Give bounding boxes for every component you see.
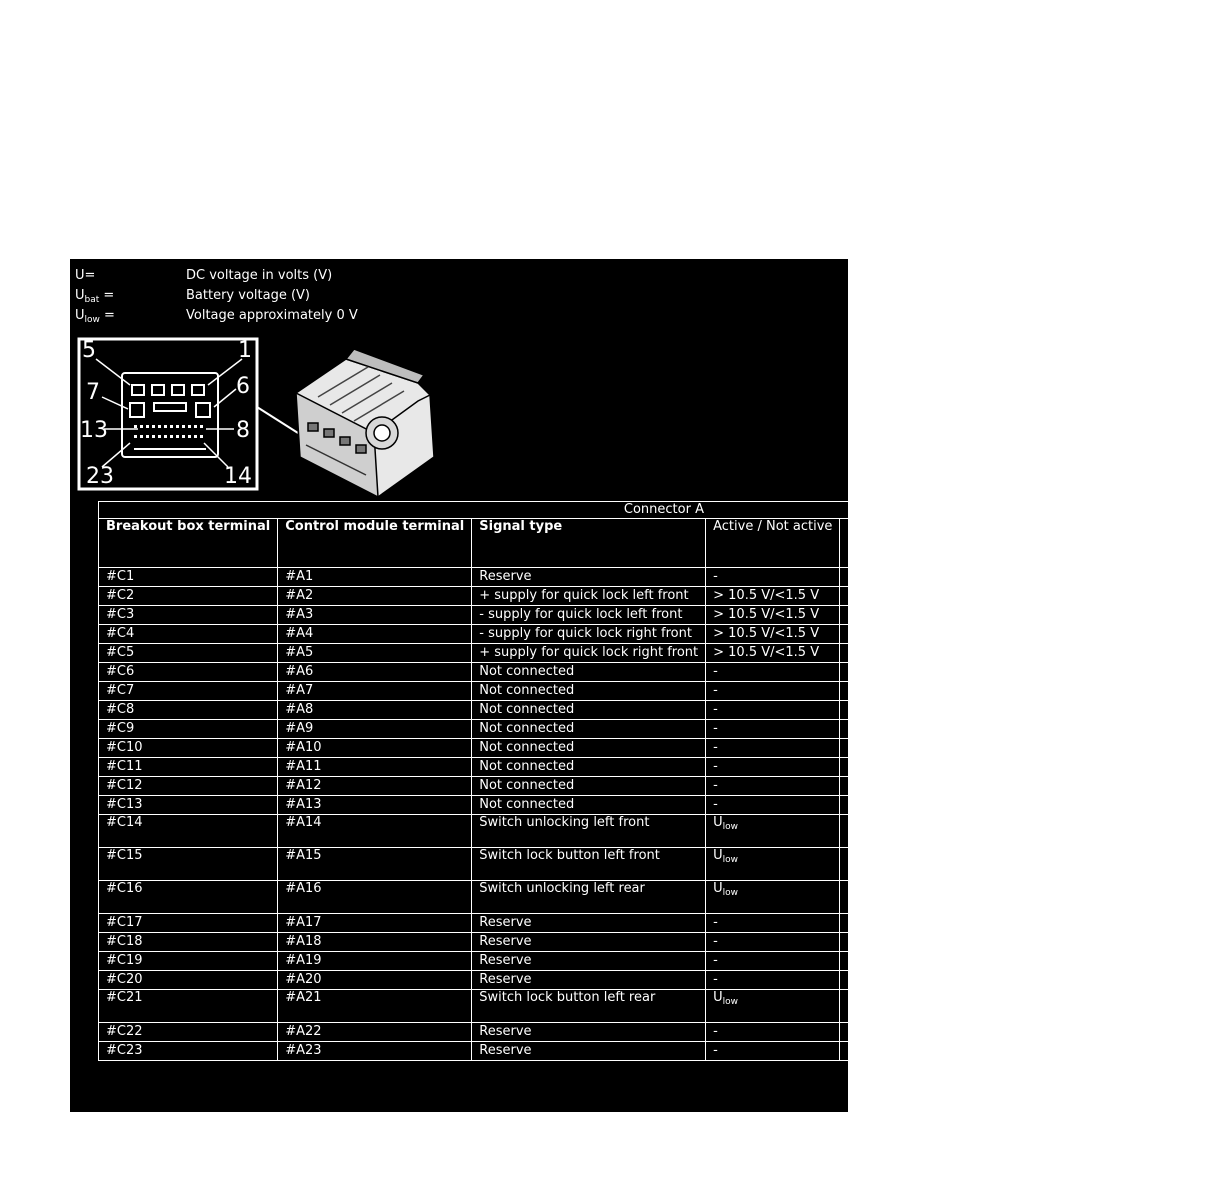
cell-breakout-terminal: #C5	[99, 644, 278, 663]
cell-module-terminal: #A16	[278, 881, 472, 914]
column-header-signal: Signal type	[472, 519, 706, 568]
cell-breakout-terminal: #C15	[99, 848, 278, 881]
cell-breakout-terminal: #C23	[99, 1042, 278, 1061]
cell-breakout-terminal: #C19	[99, 952, 278, 971]
table-row	[99, 777, 1230, 796]
cell-active: -	[706, 952, 840, 971]
cell-active: > 10.5 V/<1.5 V	[706, 644, 840, 663]
cell-other	[840, 933, 1229, 952]
cell-signal-type: Not connected	[472, 701, 706, 720]
definition-term: $U_{bat}$ =	[75, 288, 115, 305]
cell-active: -	[706, 1042, 840, 1061]
cell-active: $U_{low}$	[706, 990, 840, 1023]
cell-breakout-terminal: #C3	[99, 606, 278, 625]
cell-other: Open-circuit, Ground terminal at activation	[840, 815, 1229, 848]
cell-active: $U_{low}$	[706, 881, 840, 914]
cell-breakout-terminal: #C7	[99, 682, 278, 701]
cell-active: -	[706, 1023, 840, 1042]
cell-other	[840, 644, 1229, 663]
table-row	[99, 848, 1230, 881]
connector-3d-view	[296, 349, 434, 497]
cell-module-terminal: #A9	[278, 720, 472, 739]
cell-active: -	[706, 971, 840, 990]
cell-breakout-terminal: #C22	[99, 1023, 278, 1042]
cell-active: -	[706, 663, 840, 682]
cell-other	[840, 682, 1229, 701]
definition-term: $U_{low}$ =	[75, 308, 115, 325]
column-header-other: Other	[840, 519, 1229, 568]
pin-label-8: 8	[236, 418, 250, 443]
cell-other	[840, 701, 1229, 720]
document-panel	[70, 259, 1222, 1112]
pin-label-5: 5	[82, 338, 96, 363]
cell-module-terminal: #A6	[278, 663, 472, 682]
cell-signal-type: Switch lock button left rear	[472, 990, 706, 1023]
cell-breakout-terminal: #C1	[99, 568, 278, 587]
cell-active: -	[706, 568, 840, 587]
table-row	[99, 720, 1230, 739]
cell-active: -	[706, 701, 840, 720]
connector-diagram	[78, 337, 438, 491]
cell-signal-type: Not connected	[472, 739, 706, 758]
cell-breakout-terminal: #C10	[99, 739, 278, 758]
cell-signal-type: Reserve	[472, 568, 706, 587]
cell-active: -	[706, 739, 840, 758]
cell-active: > 10.5 V/<1.5 V	[706, 625, 840, 644]
cell-module-terminal: #A5	[278, 644, 472, 663]
cell-signal-type: + supply for quick lock right front	[472, 644, 706, 663]
cell-signal-type: Reserve	[472, 1023, 706, 1042]
cell-active: -	[706, 933, 840, 952]
table-row	[99, 815, 1230, 848]
cell-signal-type: Not connected	[472, 796, 706, 815]
cell-module-terminal: #A14	[278, 815, 472, 848]
cell-other	[840, 971, 1229, 990]
cell-active: > 10.5 V/<1.5 V	[706, 606, 840, 625]
cell-active: -	[706, 914, 840, 933]
cell-other	[840, 739, 1229, 758]
column-header-active: Active / Not active	[706, 519, 840, 568]
definition-meaning: Voltage approximately 0 V	[186, 308, 358, 323]
cell-breakout-terminal: #C9	[99, 720, 278, 739]
cell-signal-type: Not connected	[472, 758, 706, 777]
table-row	[99, 796, 1230, 815]
table-row	[99, 587, 1230, 606]
definition-meaning: DC voltage in volts (V)	[186, 268, 333, 283]
cell-signal-type: Not connected	[472, 777, 706, 796]
cell-signal-type: Switch unlocking left front	[472, 815, 706, 848]
table-row	[99, 990, 1230, 1023]
cell-module-terminal: #A3	[278, 606, 472, 625]
cell-other	[840, 1042, 1229, 1061]
pin-label-14: 14	[224, 464, 252, 489]
cell-other	[840, 606, 1229, 625]
cell-signal-type: Not connected	[472, 720, 706, 739]
cell-breakout-terminal: #C11	[99, 758, 278, 777]
cell-signal-type: Reserve	[472, 933, 706, 952]
table-row	[99, 1042, 1230, 1061]
cell-module-terminal: #A12	[278, 777, 472, 796]
cell-module-terminal: #A2	[278, 587, 472, 606]
cell-active: -	[706, 796, 840, 815]
cell-other: Open-circuit, Ground terminal at activation. Not C30/C70	[840, 881, 1229, 914]
cell-signal-type: Reserve	[472, 1042, 706, 1061]
cell-other	[840, 720, 1229, 739]
cell-other	[840, 796, 1229, 815]
cell-active: $U_{low}$	[706, 815, 840, 848]
cell-signal-type: Reserve	[472, 914, 706, 933]
table-row	[99, 952, 1230, 971]
cell-signal-type: Reserve	[472, 971, 706, 990]
cell-breakout-terminal: #C4	[99, 625, 278, 644]
cell-module-terminal: #A20	[278, 971, 472, 990]
column-header-module: Control module terminal	[278, 519, 472, 568]
table-row	[99, 606, 1230, 625]
table-caption: Connector A	[99, 502, 1230, 519]
cell-module-terminal: #A22	[278, 1023, 472, 1042]
cell-module-terminal: #A11	[278, 758, 472, 777]
table-row	[99, 644, 1230, 663]
cell-breakout-terminal: #C13	[99, 796, 278, 815]
cell-other	[840, 568, 1229, 587]
cell-breakout-terminal: #C6	[99, 663, 278, 682]
pin-label-6: 6	[236, 374, 250, 399]
cell-breakout-terminal: #C12	[99, 777, 278, 796]
table-row	[99, 682, 1230, 701]
cell-other	[840, 587, 1229, 606]
table-row	[99, 1023, 1230, 1042]
definition-meaning: Battery voltage (V)	[186, 288, 310, 303]
table-row	[99, 625, 1230, 644]
cell-module-terminal: #A10	[278, 739, 472, 758]
cell-module-terminal: #A23	[278, 1042, 472, 1061]
column-header-breakout: Breakout box terminal	[99, 519, 278, 568]
cell-module-terminal: #A1	[278, 568, 472, 587]
cell-other	[840, 952, 1229, 971]
table-row	[99, 971, 1230, 990]
cell-breakout-terminal: #C14	[99, 815, 278, 848]
cell-other: Open-circuit, Ground terminal at activation	[840, 848, 1229, 881]
pin-label-1: 1	[238, 338, 252, 363]
cell-breakout-terminal: #C2	[99, 587, 278, 606]
cell-active: -	[706, 758, 840, 777]
cell-signal-type: Switch lock button left front	[472, 848, 706, 881]
cell-signal-type: + supply for quick lock left front	[472, 587, 706, 606]
cell-active: -	[706, 777, 840, 796]
cell-other	[840, 1023, 1229, 1042]
definition-term: U=	[75, 268, 96, 283]
table-row	[99, 933, 1230, 952]
cell-signal-type: - supply for quick lock left front	[472, 606, 706, 625]
table-row	[99, 568, 1230, 587]
cell-breakout-terminal: #C20	[99, 971, 278, 990]
table-row	[99, 881, 1230, 914]
pin-label-13: 13	[80, 418, 108, 443]
cell-other: Open-circuit, Ground terminal at activation. Not C30/C70.	[840, 990, 1229, 1023]
pin-label-23: 23	[86, 464, 114, 489]
cell-breakout-terminal: #C18	[99, 933, 278, 952]
cell-other	[840, 663, 1229, 682]
cell-other	[840, 777, 1229, 796]
cell-module-terminal: #A13	[278, 796, 472, 815]
cell-module-terminal: #A15	[278, 848, 472, 881]
cell-module-terminal: #A8	[278, 701, 472, 720]
cell-other	[840, 914, 1229, 933]
table-row	[99, 701, 1230, 720]
cell-other	[840, 758, 1229, 777]
cell-signal-type: Not connected	[472, 663, 706, 682]
cell-active: $U_{low}$	[706, 848, 840, 881]
cell-breakout-terminal: #C8	[99, 701, 278, 720]
cell-breakout-terminal: #C17	[99, 914, 278, 933]
cell-other	[840, 625, 1229, 644]
cell-module-terminal: #A17	[278, 914, 472, 933]
cell-module-terminal: #A18	[278, 933, 472, 952]
cell-active: > 10.5 V/<1.5 V	[706, 587, 840, 606]
cell-active: -	[706, 682, 840, 701]
cell-module-terminal: #A7	[278, 682, 472, 701]
table-row	[99, 758, 1230, 777]
cell-signal-type: Not connected	[472, 682, 706, 701]
cell-breakout-terminal: #C21	[99, 990, 278, 1023]
cell-module-terminal: #A4	[278, 625, 472, 644]
cell-signal-type: - supply for quick lock right front	[472, 625, 706, 644]
connector-figure	[78, 337, 438, 491]
cell-module-terminal: #A19	[278, 952, 472, 971]
cell-module-terminal: #A21	[278, 990, 472, 1023]
cell-signal-type: Reserve	[472, 952, 706, 971]
cell-active: -	[706, 720, 840, 739]
pin-label-7: 7	[86, 380, 100, 405]
table-row	[99, 663, 1230, 682]
cell-signal-type: Switch unlocking left rear	[472, 881, 706, 914]
connector-table	[98, 501, 1230, 1061]
table-row	[99, 914, 1230, 933]
table-body	[99, 568, 1230, 1061]
cell-breakout-terminal: #C16	[99, 881, 278, 914]
table-row	[99, 739, 1230, 758]
